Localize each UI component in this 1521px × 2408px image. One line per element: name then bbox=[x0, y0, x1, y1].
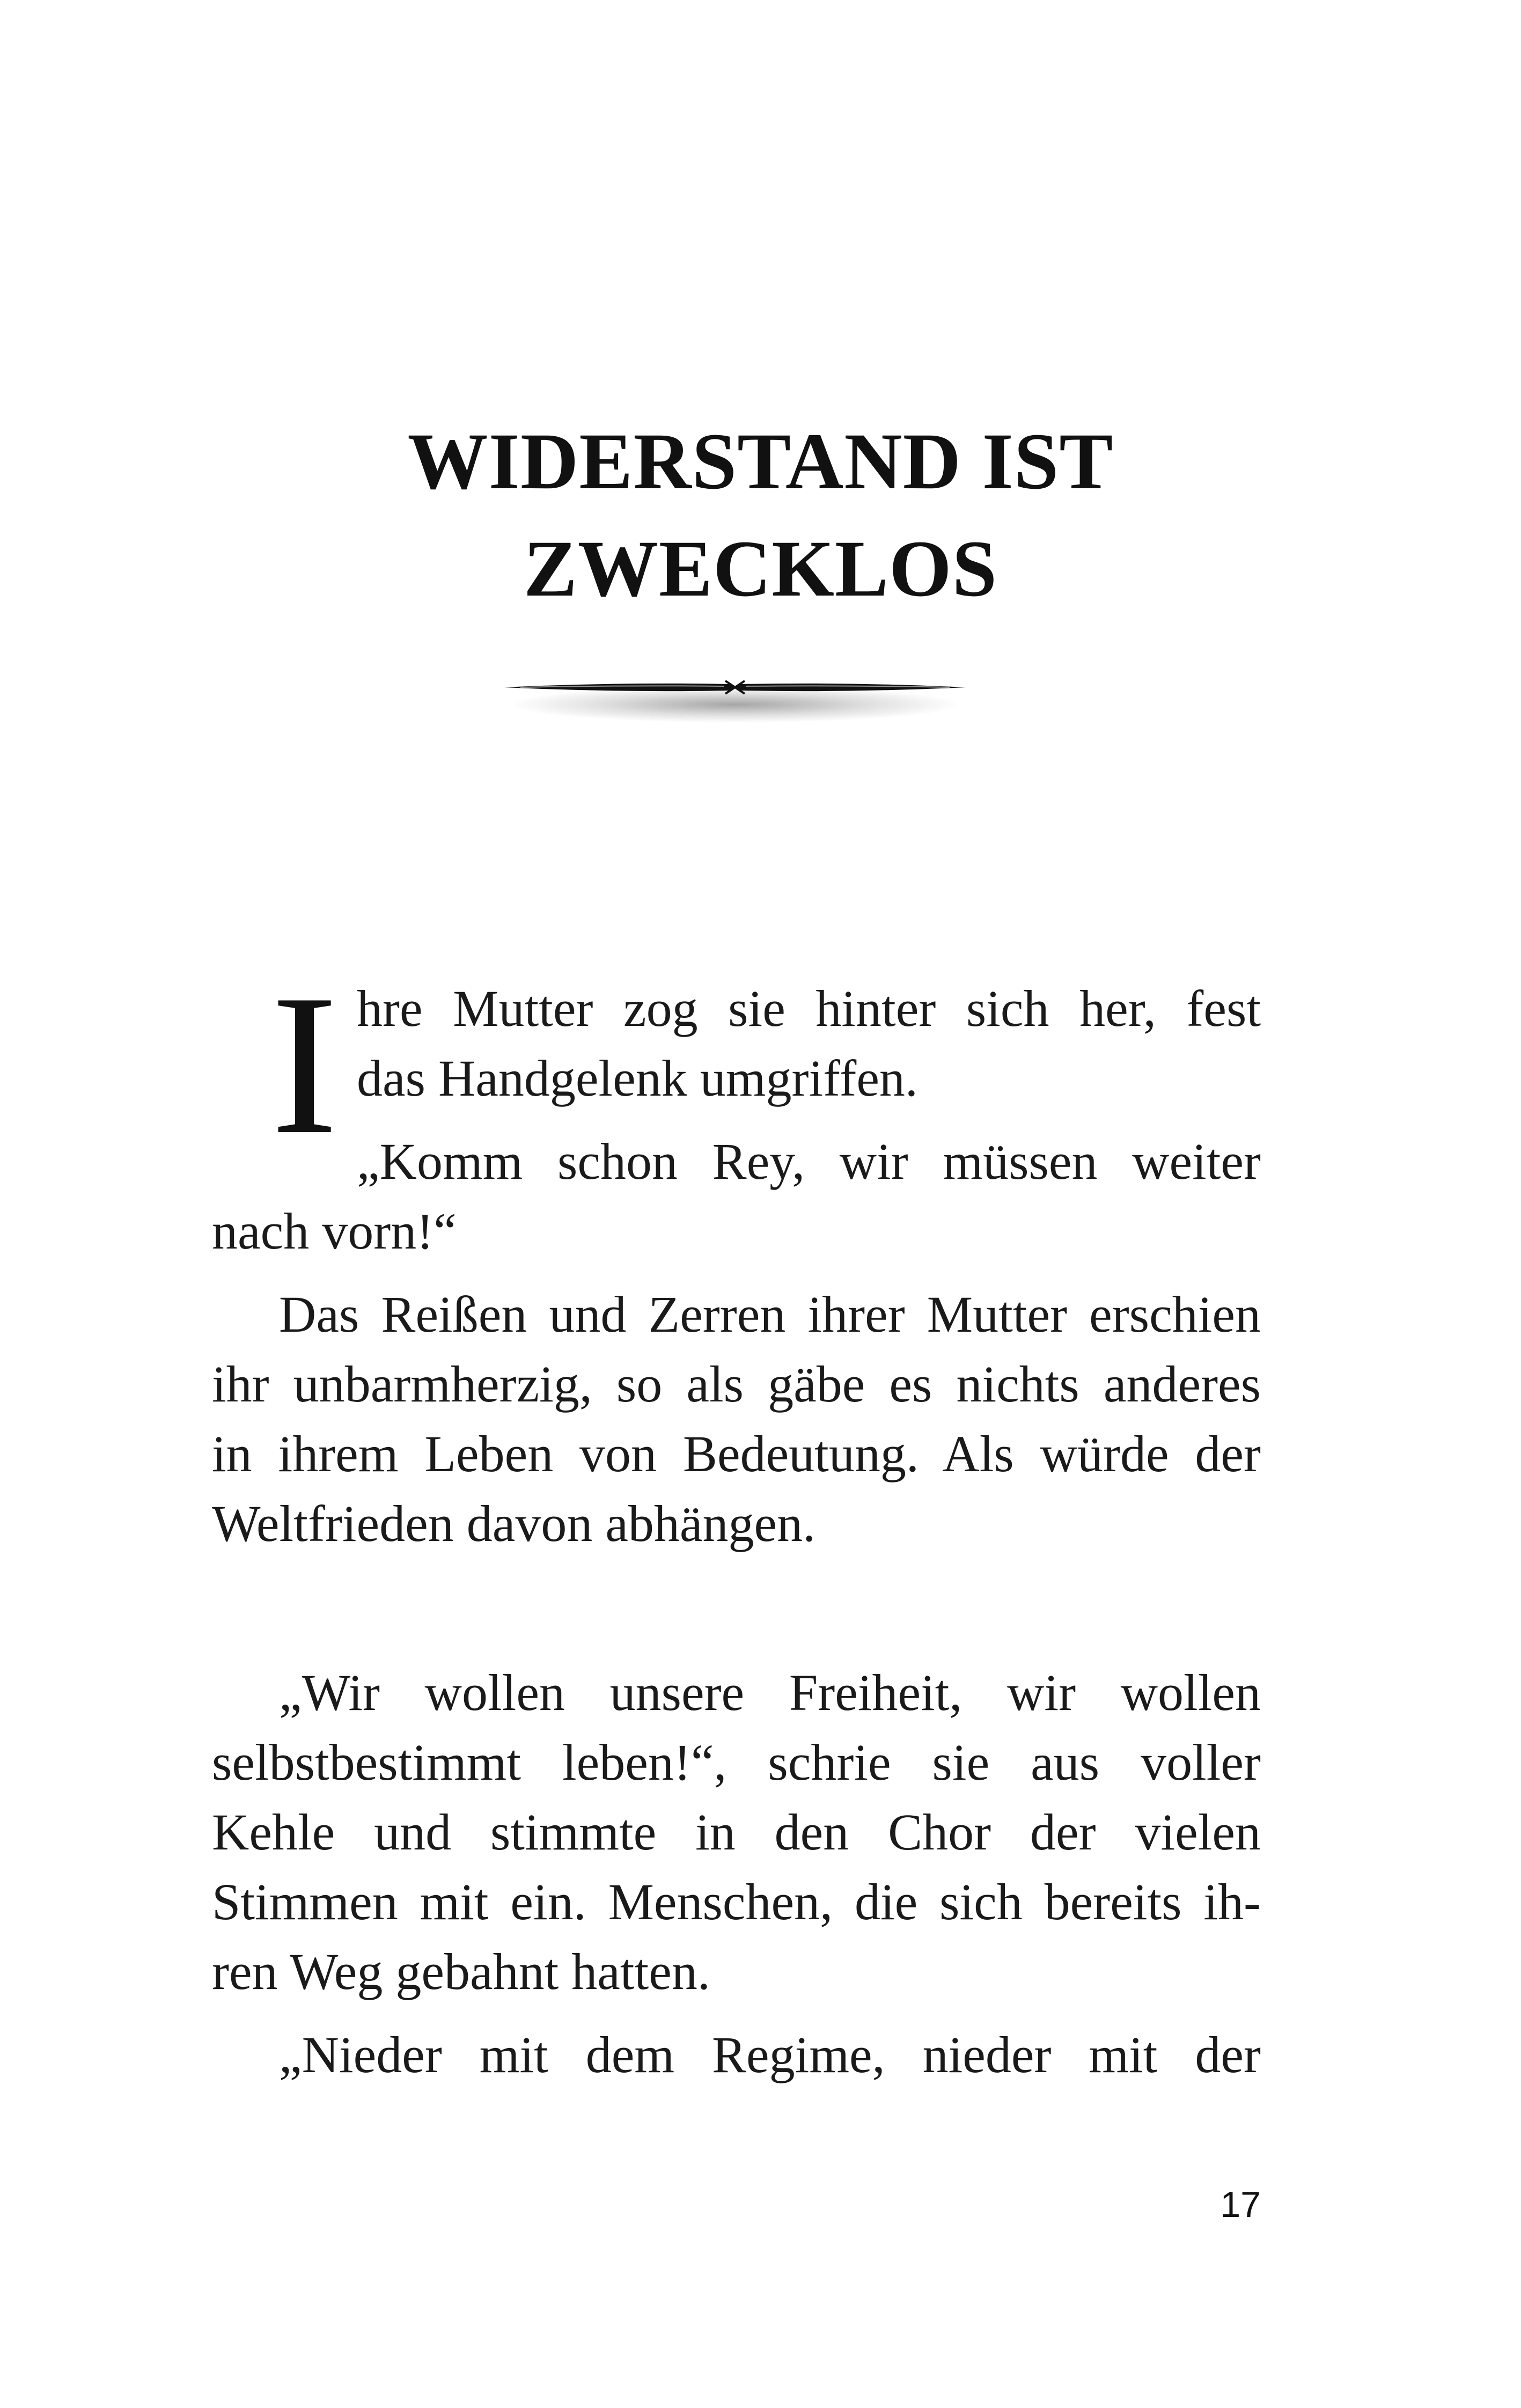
text-line: Weltfrieden davon abhängen. bbox=[212, 1495, 816, 1552]
text-line: nach vorn!“ bbox=[212, 1202, 457, 1260]
page-number: 17 bbox=[1220, 2184, 1261, 2225]
chapter-title-line-2: ZWECKLOS bbox=[523, 524, 998, 613]
chapter-title-line-1: WIDERSTAND IST bbox=[407, 417, 1114, 506]
text-line: „Wir wollen unsere Freiheit, wir wollen bbox=[279, 1664, 1261, 1721]
paragraph-2 bbox=[212, 1127, 1261, 1266]
chapter-divider-ornament bbox=[499, 663, 971, 732]
body-text bbox=[212, 953, 1261, 2103]
paragraph-5 bbox=[212, 2020, 1261, 2090]
drop-cap: I bbox=[271, 953, 338, 1176]
text-line: „Komm schon Rey, wir müssen weiter bbox=[357, 1133, 1261, 1190]
text-line: in ihrem Leben von Bedeutung. Als würde der bbox=[212, 1425, 1261, 1482]
text-line: ihr unbarmherzig, so als gäbe es nichts anderes bbox=[212, 1355, 1261, 1413]
text-line: selbstbestimmt leben!“, schrie sie aus voller bbox=[212, 1734, 1261, 1791]
text-line: ren Weg gebahnt hatten. bbox=[212, 1943, 710, 2000]
text-line: das Handgelenk umgriffen. bbox=[357, 1049, 918, 1107]
text-line: Kehle und stimmte in den Chor der vielen bbox=[212, 1803, 1261, 1861]
paragraph-3 bbox=[212, 1280, 1261, 1559]
text-line: Stimmen mit ein. Menschen, die sich bereits ih- bbox=[212, 1873, 1261, 1930]
paragraph-4 bbox=[212, 1658, 1261, 2007]
text-line: Das Reißen und Zerren ihrer Mutter erschien bbox=[279, 1286, 1261, 1343]
text-line: hre Mutter zog sie hinter sich her, fest bbox=[357, 980, 1261, 1037]
text-line: „Nieder mit dem Regime, nieder mit der bbox=[279, 2026, 1261, 2083]
chapter-title bbox=[0, 408, 1521, 622]
